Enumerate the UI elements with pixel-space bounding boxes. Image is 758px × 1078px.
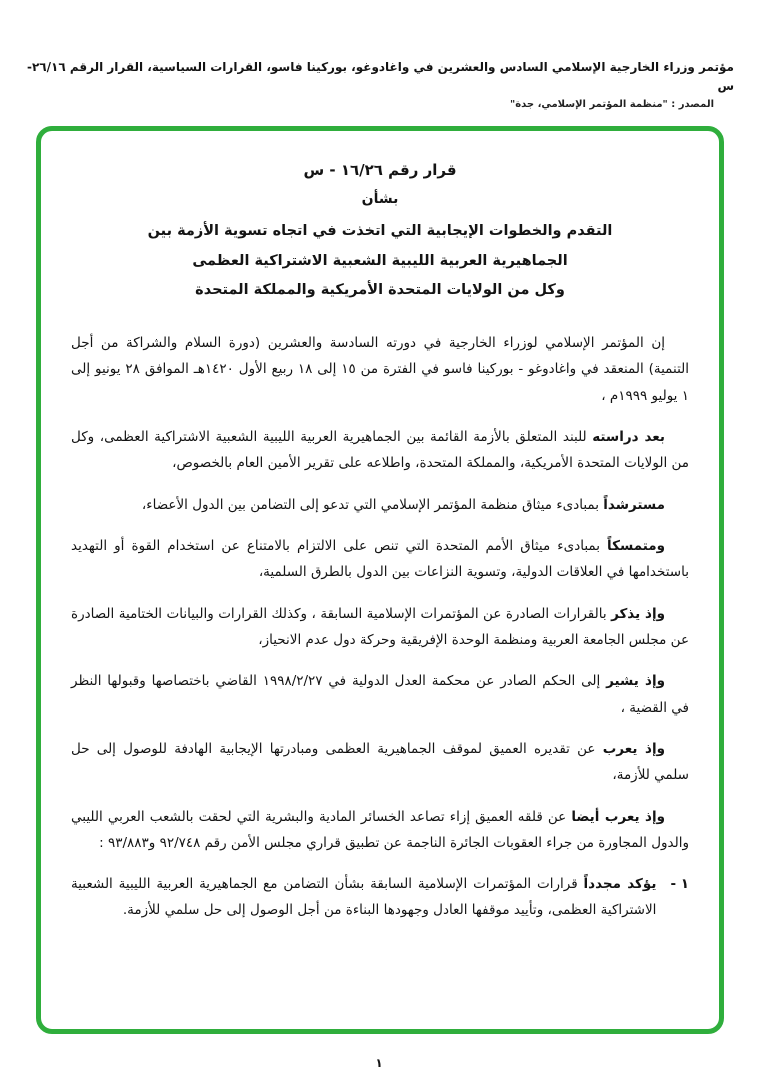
item-number: ١ - xyxy=(670,876,689,893)
paragraph-lead: وإذ يعرب أيضا xyxy=(571,808,665,825)
paragraph-text: بمبادىء ميثاق الأمم المتحدة التي تنص على الالتزام بالامتناع عن استخدام القوة أو التهديد باستخدامها في العلاقات الدولية، وتسوية النزاعات بين الدول بالطرق السلمية، xyxy=(71,538,689,581)
paragraph xyxy=(71,330,689,409)
paragraph xyxy=(71,533,689,586)
paragraph-text: بمبادىء ميثاق منظمة المؤتمر الإسلامي التي تدعو إلى التضامن بين الدول الأعضاء، xyxy=(141,496,604,513)
paragraph xyxy=(71,736,689,789)
document-frame xyxy=(36,126,724,1034)
paragraph-text: عن تقديره العميق لموقف الجماهيرية العظمى ومبادرتها الإيجابية الهادفة للوصول إلى حل سلمي للأزمة، xyxy=(71,740,689,784)
subject-label: بشأن xyxy=(361,191,399,207)
paragraph xyxy=(71,668,689,721)
paragraph-text: عن قلقه العميق إزاء تصاعد الخسائر المادية والبشرية التي لحقت بالشعب العربي الليبي والدول المجاورة من جراء العقوبات الجائرة الناجمة عن تطبيق قراري مجلس الأمن رقم ٩٢/٧٤٨ و٩٣/٨٨٣ : xyxy=(71,808,689,851)
paragraph-text: للبند المتعلق بالأزمة القائمة بين الجماهيرية العربية الليبية الشعبية الاشتراكية العظمى، وكل من الولايات المتحدة الأمريكية، والمملكة المتحدة، واطلاعه على تقرير الأمين العام بالخصوص، xyxy=(71,429,689,472)
paragraph xyxy=(71,601,689,654)
paragraph-lead: وإذ يذكر xyxy=(611,605,665,622)
paragraph-lead: ومتمسكاً xyxy=(607,538,665,555)
paragraph xyxy=(71,492,689,518)
resolution-title: قرار رقم ١٦/٢٦ - س xyxy=(303,161,457,179)
paragraph-lead: بعد دراسته xyxy=(592,429,665,446)
document-body xyxy=(71,330,689,924)
subject-line: الجماهيرية العربية الليبية الشعبية الاشتراكية العظمى xyxy=(192,252,568,269)
document-source-line: المصدر : "منظمة المؤتمر الإسلامي، جدة" xyxy=(509,99,714,111)
item-text xyxy=(71,871,656,924)
paragraph-lead: وإذ يشير xyxy=(606,673,665,690)
paragraph-text: إن المؤتمر الإسلامي لوزراء الخارجية في دورته السادسة والعشرين (دورة السلام والشراكة من أجل التنمية) المنعقد في واغادوغو - بوركينا فاسو في الفترة من ١٥ إلى ١٨ ربيع الأول ١٤٢٠هـ الموافق ٢٨ يونيو إلى ١ يوليو ١٩٩٩م ، xyxy=(71,335,690,404)
paragraph-lead: وإذ يعرب xyxy=(602,740,665,757)
item-body: قرارات المؤتمرات الإسلامية السابقة بشأن التضامن مع الجماهيرية العربية الليبية الشعبية الاشتراكية العظمى، وتأييد موقفها العادل وجهودها البناءة من أجل الوصول إلى حل سلمي للأزمة. xyxy=(71,876,657,919)
paragraph-text: بالقرارات الصادرة عن المؤتمرات الإسلامية السابقة ، وكذلك القرارات والبيانات الختامية الصادرة عن مجلس الجامعة العربية ومنظمة الوحدة الإفريقية وحركة دول عدم الانحياز، xyxy=(71,605,689,648)
paragraph-lead: مسترشداً xyxy=(603,496,665,513)
page-number: ١ xyxy=(375,1056,383,1070)
paragraph-text: إلى الحكم الصادر عن محكمة العدل الدولية في ١٩٩٨/٢/٢٧ القاضي باختصاصها وقبولها النظر في القضية ، xyxy=(71,673,689,716)
paragraph xyxy=(71,424,689,477)
subject-line: التقدم والخطوات الإيجابية التي اتخذت في اتجاه تسوية الأزمة بين xyxy=(147,223,613,239)
paragraph xyxy=(71,804,689,857)
numbered-item xyxy=(71,871,689,924)
document-header-line: مؤتمر وزراء الخارجية الإسلامي السادس والعشرين في واغادوغو، بوركينا فاسو، القرارات السياسية، القرار الرقم ٢٦/١٦-س xyxy=(27,60,734,94)
item-lead: يؤكد مجدداً xyxy=(583,876,657,893)
subject-line: وكل من الولايات المتحدة الأمريكية والمملكة المتحدة xyxy=(195,282,565,299)
